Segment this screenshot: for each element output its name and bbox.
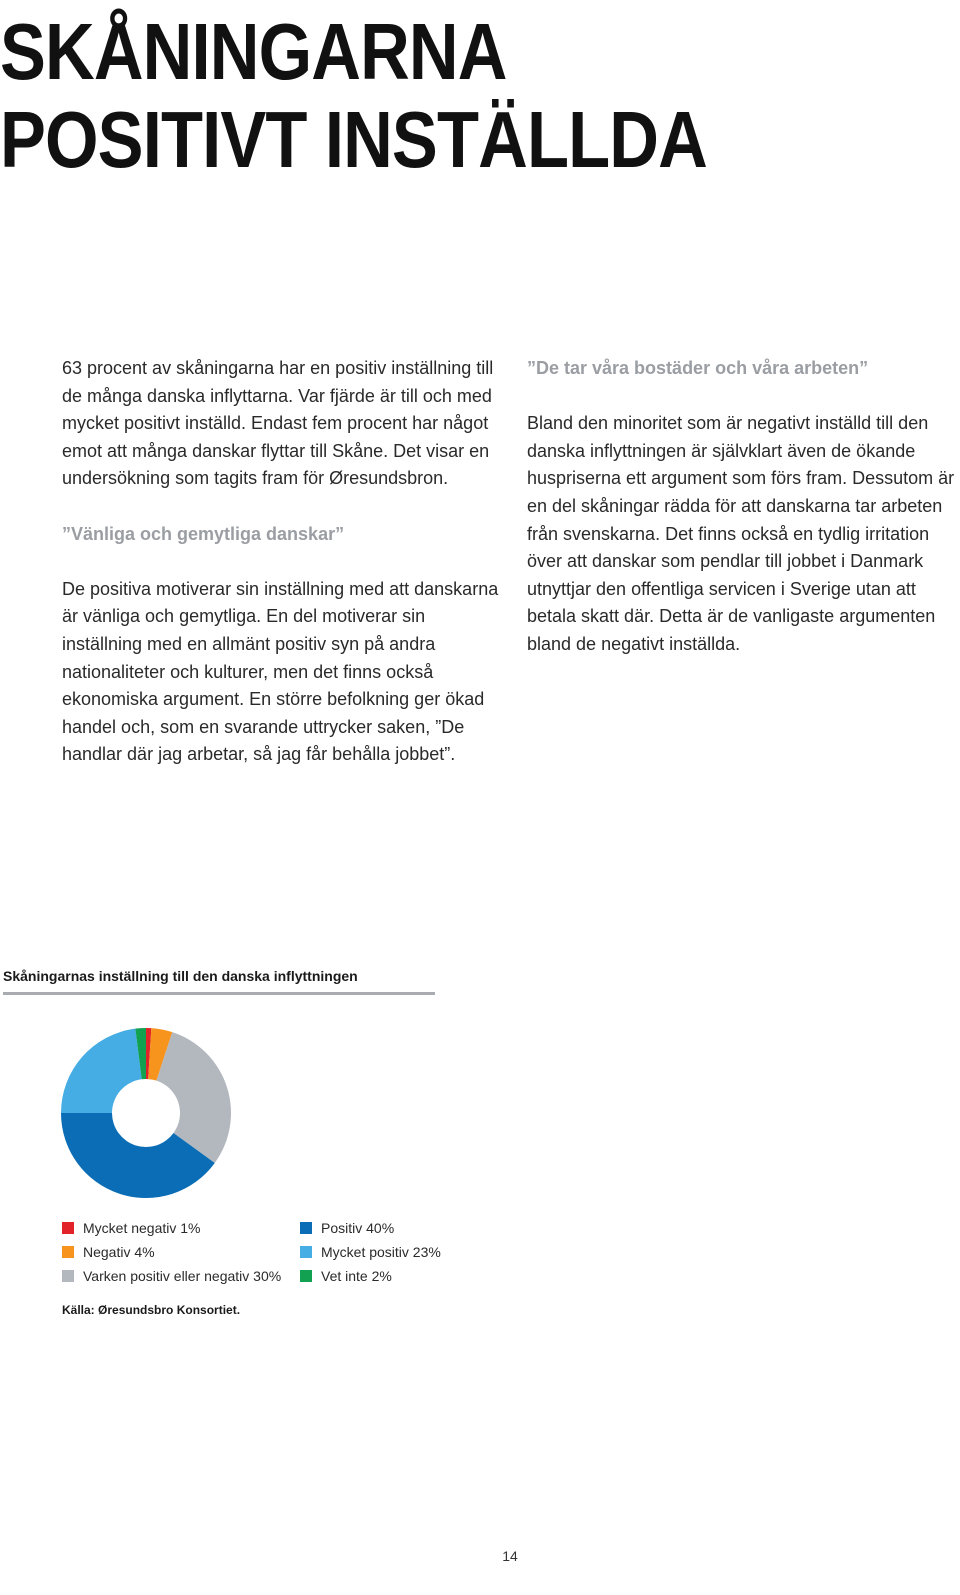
legend-column-2 xyxy=(300,1216,441,1288)
legend-label: Mycket negativ 1% xyxy=(83,1220,201,1236)
right-body-paragraph: Bland den minoritet som är negativt inställd till den danska inflyttningen är självklart även de ökande huspriserna ett argument som förs fram. Dessutom är en del skåningar rädda för att danskarna tar arbeten från svenskarna. Det finns också en tydlig irritation över att danskar som pendlar till jobbet i Danmark utnyttjar den offentliga servicen i Sverige utan att betala skatt där. Detta är de vanligaste argumenten bland de negativt inställda. xyxy=(527,413,955,654)
left-body-paragraph: De positiva motiverar sin inställning med att danskarna är vänliga och gemytliga. En del motiverar sin inställning med en allmänt positiv syn på andra nationaliteter och kulturer, men det finns också ekonomiska argument. En större befolkning ger ökad handel och, som en svarande uttrycker saken, ”De handlar där jag arbetar, så jag får behålla jobbet”. xyxy=(62,578,499,765)
chart-title: Skåningarnas inställning till den danska inflyttningen xyxy=(3,968,435,995)
legend-item xyxy=(300,1240,441,1264)
headline-line-1: SKÅNINGARNA xyxy=(0,7,507,96)
legend-label: Varken positiv eller negativ 30% xyxy=(83,1268,282,1284)
legend-swatch xyxy=(62,1270,74,1282)
legend-column-1 xyxy=(62,1216,281,1288)
headline-line-2: POSITIVT INSTÄLLDA xyxy=(0,95,707,184)
legend-swatch xyxy=(62,1246,74,1258)
legend-item xyxy=(62,1216,281,1240)
legend-item xyxy=(300,1216,441,1240)
donut-chart xyxy=(58,1025,234,1201)
legend-swatch xyxy=(300,1246,312,1258)
left-column xyxy=(62,355,502,797)
page-headline xyxy=(0,8,707,184)
legend-swatch xyxy=(62,1222,74,1234)
right-subheading: ”De tar våra bostäder och våra arbeten” xyxy=(527,358,869,378)
legend-swatch xyxy=(300,1222,312,1234)
page-number: 14 xyxy=(502,1548,518,1564)
right-column xyxy=(527,355,957,686)
source-note: Källa: Øresundsbro Konsortiet. xyxy=(62,1303,241,1317)
legend-swatch xyxy=(300,1270,312,1282)
legend-label: Vet inte 2% xyxy=(321,1268,392,1284)
legend-item xyxy=(62,1240,281,1264)
legend-item xyxy=(300,1264,441,1288)
legend-label: Positiv 40% xyxy=(321,1220,395,1236)
intro-paragraph: 63 procent av skåningarna har en positiv inställning till de många danska inflyttarna. Var fjärde är till och med mycket positivt inställd. Endast fem procent har något emot att många danskar flyttar till Skåne. Det visar en undersökning som tagits fram för Øresundsbron. xyxy=(62,358,494,489)
legend-label: Negativ 4% xyxy=(83,1244,155,1260)
legend-item xyxy=(62,1264,281,1288)
legend-label: Mycket positiv 23% xyxy=(321,1244,441,1260)
left-subheading: ”Vänliga och gemytliga danskar” xyxy=(62,523,345,544)
donut-slice-4 xyxy=(61,1029,142,1113)
